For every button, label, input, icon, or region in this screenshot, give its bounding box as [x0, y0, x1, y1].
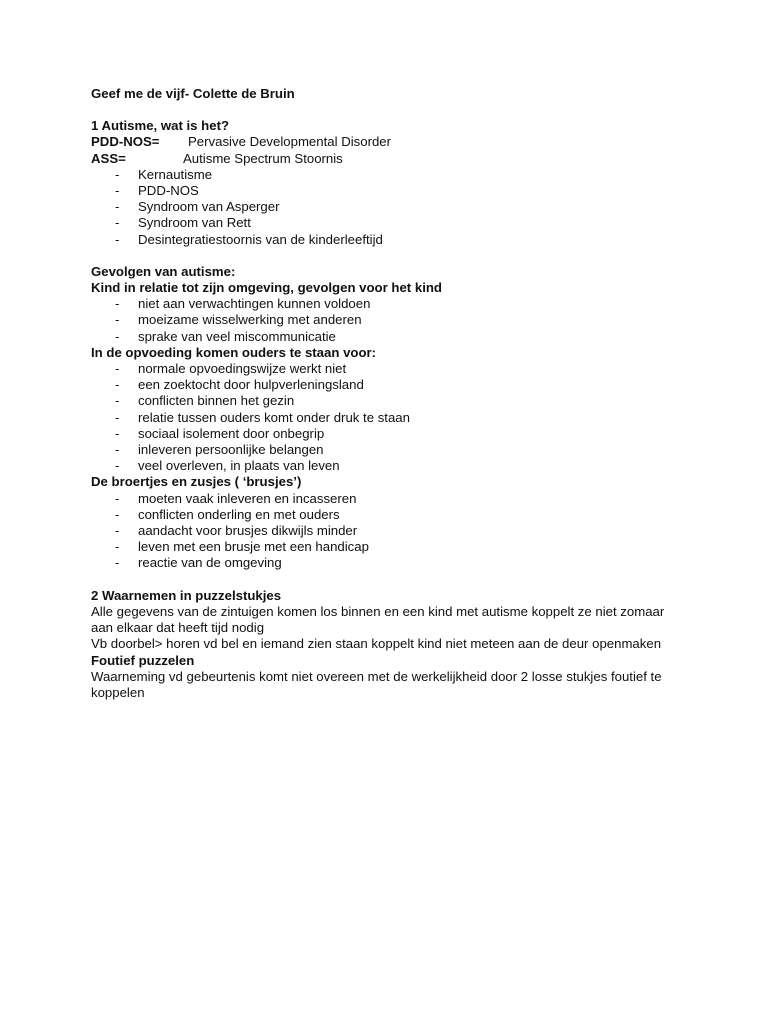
- list-item: - Desintegratiestoornis van de kinderleeftijd: [115, 231, 383, 247]
- list-item: - relatie tussen ouders komt onder druk te staan: [115, 409, 410, 425]
- dash-bullet: -: [115, 523, 120, 539]
- list-item: - conflicten binnen het gezin: [115, 393, 295, 409]
- ouders-gevolgen-list: [91, 361, 691, 474]
- foutief-puzzelen-paragraph: Waarneming vd gebeurtenis komt niet overeen met de werkelijkheid door 2 losse stukjes foutief te koppelen: [91, 668, 662, 700]
- definition-term: ASS=: [91, 150, 126, 166]
- section2-heading: 2 Waarnemen in puzzelstukjes: [91, 587, 282, 603]
- gevolgen-subheading-brusjes: De broertjes en zusjes ( ‘brusjes’): [91, 474, 302, 490]
- autism-types-list: [91, 167, 691, 248]
- definition-pdd-nos: [91, 134, 691, 150]
- dash-bullet: -: [115, 442, 120, 458]
- dash-bullet: -: [115, 539, 120, 555]
- gevolgen-heading: Gevolgen van autisme:: [91, 263, 236, 279]
- dash-bullet: -: [115, 183, 120, 199]
- definition-term: PDD-NOS=: [91, 134, 160, 150]
- list-item: - leven met een brusje met een handicap: [115, 539, 369, 555]
- dash-bullet: -: [115, 166, 120, 182]
- definition-ass: [91, 151, 691, 167]
- list-item: - niet aan verwachtingen kunnen voldoen: [115, 296, 371, 312]
- section2-paragraph: Alle gegevens van de zintuigen komen los binnen en een kind met autisme koppelt ze niet zomaar aan elkaar dat heeft tijd nodig: [91, 603, 665, 636]
- dash-bullet: -: [115, 490, 120, 506]
- list-item: - sociaal isolement door onbegrip: [115, 425, 325, 441]
- dash-bullet: -: [115, 393, 120, 409]
- list-item: - Syndroom van Asperger: [115, 199, 280, 215]
- dash-bullet: -: [115, 409, 120, 425]
- list-item: - een zoektocht door hulpverleningsland: [115, 377, 364, 393]
- list-item: - normale opvoedingswijze werkt niet: [115, 361, 347, 377]
- dash-bullet: -: [115, 231, 120, 247]
- dash-bullet: -: [115, 328, 120, 344]
- list-item: - conflicten onderling en met ouders: [115, 506, 340, 522]
- dash-bullet: -: [115, 215, 120, 231]
- dash-bullet: -: [115, 199, 120, 215]
- definition-value: Pervasive Developmental Disorder: [188, 134, 392, 150]
- list-item: - Kernautisme: [115, 166, 213, 182]
- gevolgen-subheading-kind: Kind in relatie tot zijn omgeving, gevolgen voor het kind: [91, 280, 442, 296]
- list-item: - moeten vaak inleveren en incasseren: [115, 490, 357, 506]
- kind-gevolgen-list: [91, 296, 691, 345]
- brusjes-gevolgen-list: [91, 491, 691, 572]
- document-title: Geef me de vijf- Colette de Bruin: [91, 86, 295, 101]
- dash-bullet: -: [115, 555, 120, 571]
- section2-example: Vb doorbel> horen vd bel en iemand zien staan koppelt kind niet meteen aan de deur openmaken: [91, 636, 662, 652]
- dash-bullet: -: [115, 458, 120, 474]
- foutief-puzzelen-heading: Foutief puzzelen: [91, 652, 195, 668]
- list-item: - aandacht voor brusjes dikwijls minder: [115, 523, 358, 539]
- list-item: - PDD-NOS: [115, 183, 199, 199]
- dash-bullet: -: [115, 425, 120, 441]
- dash-bullet: -: [115, 377, 120, 393]
- dash-bullet: -: [115, 312, 120, 328]
- list-item: - sprake van veel miscommunicatie: [115, 328, 336, 344]
- dash-bullet: -: [115, 506, 120, 522]
- list-item: - veel overleven, in plaats van leven: [115, 458, 340, 474]
- section1-heading: 1 Autisme, wat is het?: [91, 118, 230, 134]
- list-item: - inleveren persoonlijke belangen: [115, 442, 324, 458]
- dash-bullet: -: [115, 296, 120, 312]
- document-page: [91, 86, 691, 701]
- list-item: - Syndroom van Rett: [115, 215, 251, 231]
- list-item: - moeizame wisselwerking met anderen: [115, 312, 362, 328]
- gevolgen-subheading-ouders: In de opvoeding komen ouders te staan voor:: [91, 344, 377, 360]
- list-item: - reactie van de omgeving: [115, 555, 282, 571]
- dash-bullet: -: [115, 361, 120, 377]
- definition-value: Autisme Spectrum Stoornis: [183, 150, 343, 166]
